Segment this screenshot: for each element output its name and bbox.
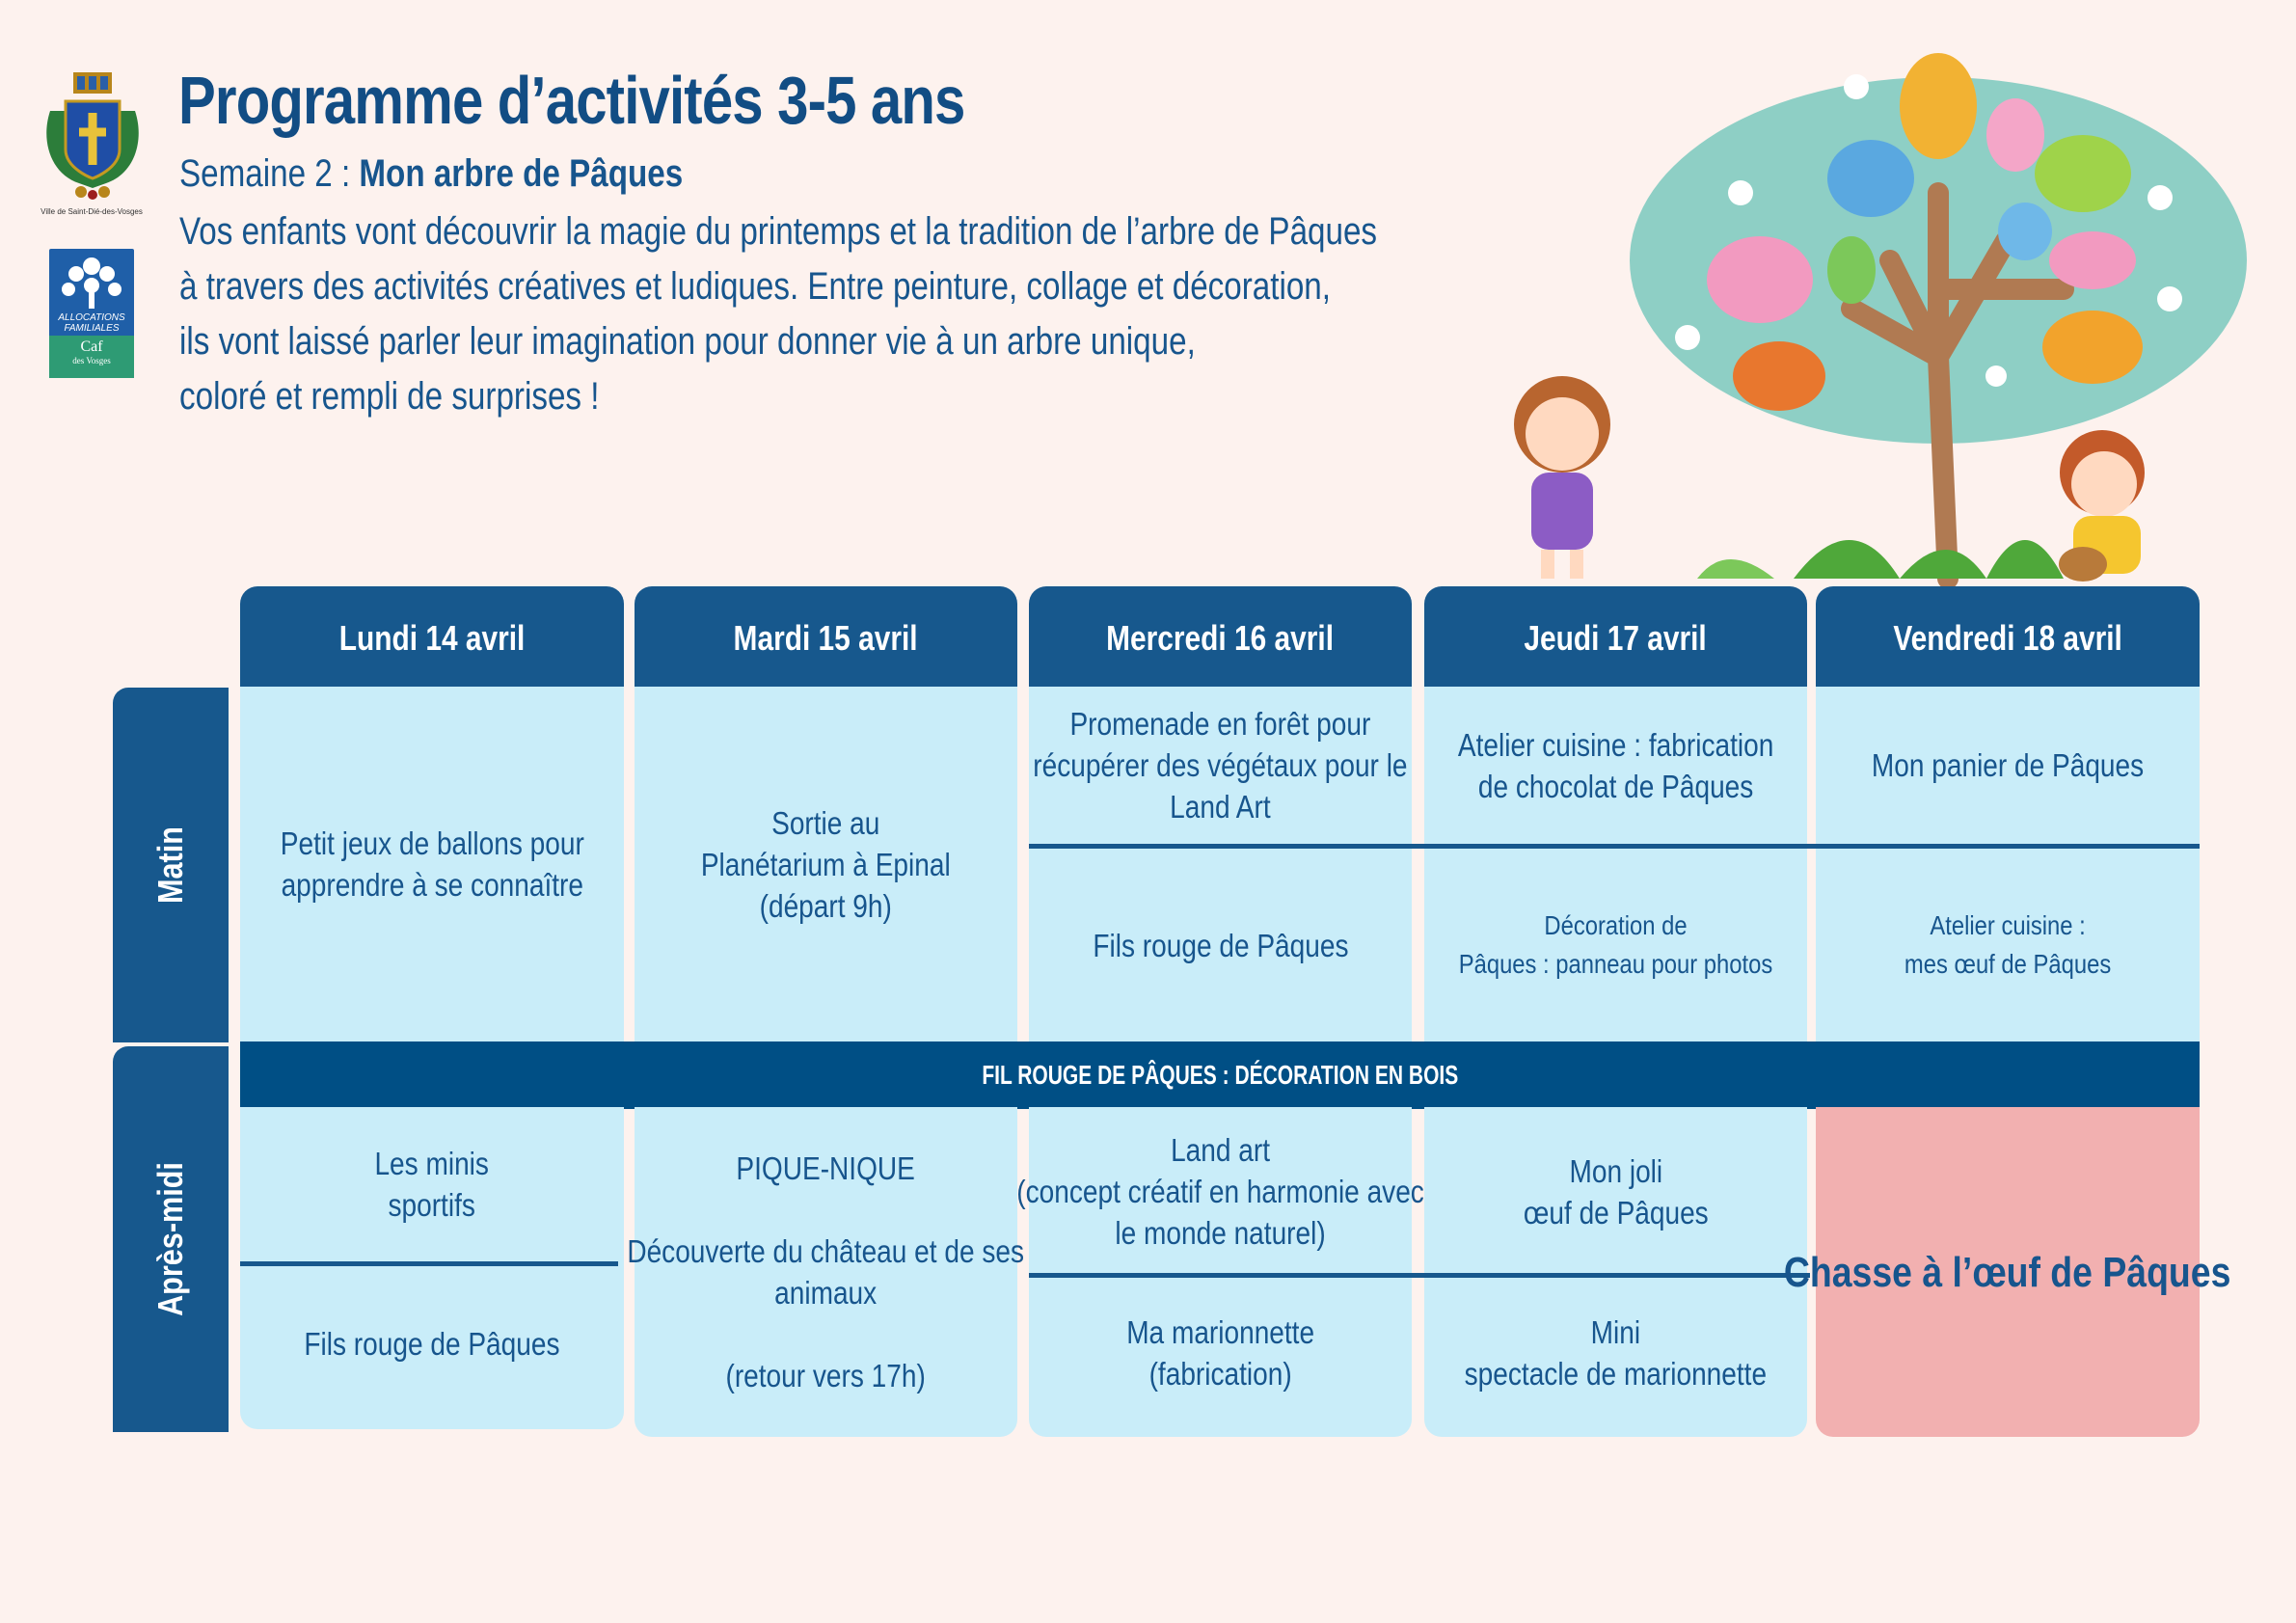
day-header-thursday: Jeudi 17 avril [1424, 586, 1807, 687]
intro-paragraph: Vos enfants vont découvrir la magie du printemps et la tradition de l’arbre de Pâques à travers des activités créatives et ludiques. Entre peinture, collage et décoration, ils vont laissé parler leur imagination pour donner vie à un arbre unique, coloré et rempli de surprises ! [179, 210, 1378, 418]
fil-rouge-banner: FIL ROUGE DE PÂQUES : DÉCORATION EN BOIS [240, 1041, 2200, 1109]
row-label-morning: Matin [113, 688, 229, 1042]
day-header-monday: Lundi 14 avril [240, 586, 624, 687]
easter-egg-hunt: Chasse à l’œuf de Pâques [1784, 1248, 2231, 1296]
caf-allocations-text: ALLOCATIONS FAMILIALES [58, 312, 125, 334]
easter-tree-illustration [1485, 39, 2276, 598]
grass-bushes [1794, 540, 2064, 579]
day-header-friday: Vendredi 18 avril [1816, 586, 2200, 687]
week-subtitle: Semaine 2 : Mon arbre de Pâques [179, 152, 684, 195]
row-label-afternoon: Après-midi [113, 1046, 229, 1432]
friday-morning-top: Mon panier de Pâques [1871, 747, 2145, 783]
wednesday-morning-bottom: Fils rouge de Pâques [1092, 927, 1349, 963]
caf-name: Caf des Vosges [49, 336, 134, 378]
tuesday-afternoon-cell: PIQUE-NIQUE Découverte du château et de ses animaux (retour vers 17h) [635, 1107, 1017, 1437]
wednesday-afternoon-bottom: Ma marionnette (fabrication) [1126, 1314, 1314, 1392]
family-tree-icon [49, 253, 134, 312]
town-crest-logo [41, 72, 145, 203]
thursday-afternoon-cell [1424, 1107, 1807, 1437]
wednesday-morning-cell [1029, 687, 1412, 1041]
town-caption: Ville de Saint-Dié-des-Vosges [41, 207, 143, 216]
week-theme: Mon arbre de Pâques [359, 152, 684, 195]
monday-afternoon-bottom: Fils rouge de Pâques [304, 1325, 560, 1362]
caf-logo [49, 249, 134, 378]
wednesday-afternoon-cell [1016, 1107, 1424, 1437]
friday-morning-bottom: Atelier cuisine : mes œuf de Pâques [1904, 910, 2112, 979]
thursday-afternoon-bottom: Mini spectacle de marionnette [1464, 1314, 1768, 1392]
thursday-morning-top: Atelier cuisine : fabrication de chocolat de Pâques [1457, 726, 1774, 804]
wednesday-morning-top: Promenade en forêt pour récupérer des végétaux pour le Land Art [1033, 706, 1408, 825]
thursday-morning-bottom: Décoration de Pâques : panneau pour photos [1458, 910, 1773, 979]
monday-morning-cell: Petit jeux de ballons pour apprendre à se connaître [240, 687, 624, 1041]
thursday-afternoon-top: Mon joli œuf de Pâques [1523, 1152, 1709, 1231]
boy-figure [2059, 430, 2145, 582]
day-header-wednesday: Mercredi 16 avril [1029, 586, 1412, 687]
page-title: Programme d’activités 3-5 ans [178, 63, 965, 138]
thursday-morning-cell [1424, 687, 1807, 1041]
afternoon-divider [1029, 1273, 1810, 1278]
friday-afternoon-cell [1784, 1107, 2231, 1437]
tuesday-morning-cell: Sortie au Planétarium à Epinal (départ 9h) [635, 687, 1017, 1041]
wednesday-afternoon-top: Land art (concept créatif en harmonie avec le monde naturel) [1016, 1132, 1424, 1251]
friday-morning-cell [1816, 687, 2200, 1041]
day-header-tuesday: Mardi 15 avril [635, 586, 1017, 687]
monday-afternoon-cell [240, 1107, 624, 1429]
girl-figure [1514, 376, 1610, 579]
monday-afternoon-top: Les minis sportifs [374, 1146, 490, 1223]
morning-divider [1029, 844, 2200, 849]
